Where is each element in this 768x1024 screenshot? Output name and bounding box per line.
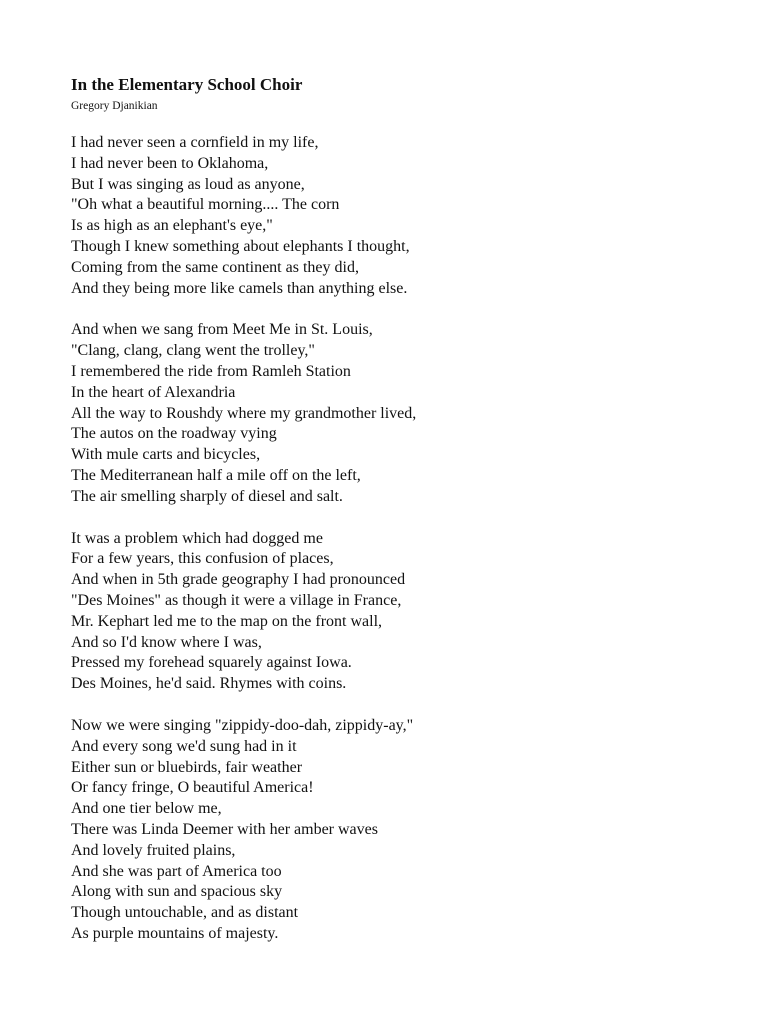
poem-line: And when we sang from Meet Me in St. Louis, [71, 321, 373, 339]
poem-line: Either sun or bluebirds, fair weather [71, 758, 303, 776]
document-page [71, 75, 731, 966]
poem-line: There was Linda Deemer with her amber waves [71, 820, 378, 838]
poem-line: Though I knew something about elephants I thought, [71, 237, 410, 255]
poem-line: The autos on the roadway vying [71, 425, 277, 443]
poem-line: Pressed my forehead squarely against Iowa. [71, 654, 352, 672]
poem-line: The Mediterranean half a mile off on the left, [71, 466, 361, 484]
poem-line: "Des Moines" as though it were a village in France, [71, 591, 402, 609]
poem-line: And she was part of America too [71, 862, 282, 880]
poem-line: I remembered the ride from Ramleh Station [71, 362, 351, 380]
poem-author: Gregory Djanikian [71, 100, 158, 112]
poem-line: I had never seen a cornfield in my life, [71, 134, 319, 151]
poem-line: And when in 5th grade geography I had pronounced [71, 571, 406, 589]
poem-line: In the heart of Alexandria [71, 383, 236, 401]
poem-line: Mr. Kephart led me to the map on the front wall, [71, 612, 383, 630]
poem-title: In the Elementary School Choir [71, 75, 303, 94]
poem-line: Now we were singing "zippidy-doo-dah, zippidy-ay," [71, 716, 414, 734]
poem-line: It was a problem which had dogged me [71, 529, 323, 547]
poem-line: The air smelling sharply of diesel and salt. [71, 487, 343, 505]
poem-line: And one tier below me, [71, 800, 222, 818]
stanza-4 [71, 716, 731, 945]
poem-line: As purple mountains of majesty. [71, 924, 279, 942]
poem-line: And so I'd know where I was, [71, 633, 262, 651]
poem-line: And every song we'd sung had in it [71, 737, 297, 755]
poem-line: With mule carts and bicycles, [71, 446, 261, 464]
poem-body [71, 133, 731, 945]
poem-line: Along with sun and spacious sky [71, 883, 283, 901]
poem-line: "Oh what a beautiful morning.... The corn [71, 196, 340, 214]
poem-line: Though untouchable, and as distant [71, 904, 299, 922]
poem-line: All the way to Roushdy where my grandmother lived, [71, 404, 417, 422]
poem-line: But I was singing as loud as anyone, [71, 175, 305, 193]
poem-line: Is as high as an elephant's eye," [71, 217, 273, 235]
stanza-3 [71, 529, 731, 695]
stanza-1 [71, 133, 731, 299]
stanza-2 [71, 320, 731, 507]
poem-line: And they being more like camels than anything else. [71, 279, 408, 297]
poem-line: Coming from the same continent as they did, [71, 258, 359, 276]
poem-line: For a few years, this confusion of places, [71, 550, 334, 568]
poem-line: "Clang, clang, clang went the trolley," [71, 342, 315, 360]
poem-line: I had never been to Oklahoma, [71, 154, 269, 172]
poem-line: And lovely fruited plains, [71, 841, 236, 859]
poem-line: Des Moines, he'd said. Rhymes with coins. [71, 675, 347, 693]
poem-line: Or fancy fringe, O beautiful America! [71, 779, 314, 797]
